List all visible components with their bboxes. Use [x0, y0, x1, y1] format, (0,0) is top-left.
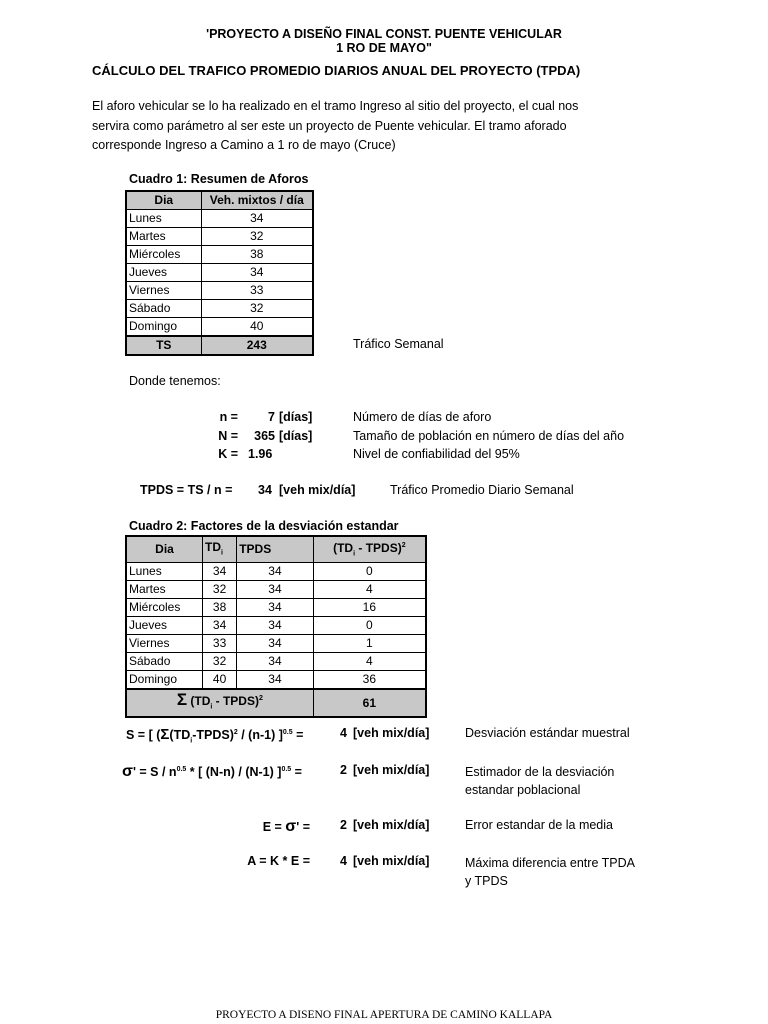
tpds-cell: 34	[237, 671, 314, 690]
total-text: (TD	[187, 694, 211, 709]
value-cell: 33	[201, 282, 313, 300]
table-row	[126, 264, 313, 282]
total-value: 61	[313, 689, 426, 716]
param-unit: [días]	[279, 429, 313, 443]
td-cell: 33	[203, 635, 237, 653]
day-cell: Miércoles	[126, 599, 203, 617]
result-unit: [veh mix/día]	[353, 763, 430, 777]
value-cell: 34	[201, 210, 313, 228]
value-cell: 32	[201, 300, 313, 318]
param-value: 365	[254, 429, 275, 443]
td-cell: 38	[203, 599, 237, 617]
diff-cell: 0	[313, 617, 426, 635]
sigma-symbol: Σ	[176, 690, 188, 710]
result-desc	[465, 854, 635, 890]
tpds-desc: Tráfico Promedio Diario Semanal	[390, 483, 574, 497]
formula-text: / (n-1) ]	[237, 728, 283, 742]
table-total-row	[126, 689, 426, 716]
total-note: Tráfico Semanal	[353, 337, 444, 351]
param-value: 1.96	[248, 447, 273, 461]
section-heading: CÁLCULO DEL TRAFICO PROMEDIO DIARIOS ANUAL DEL PROYECTO (TPDA)	[92, 63, 581, 78]
day-cell: Martes	[126, 228, 201, 246]
param-symbol: K =	[218, 447, 238, 461]
result-unit: [veh mix/día]	[353, 818, 430, 832]
table-row	[126, 581, 426, 599]
table-header-row	[126, 191, 313, 210]
total-superscript: 2	[258, 695, 263, 703]
formula-a: A = K * E =	[247, 854, 310, 868]
day-cell: Lunes	[126, 210, 201, 228]
total-label: TS	[126, 336, 201, 355]
table2-caption: Cuadro 2: Factores de la desviación estandar	[129, 519, 399, 533]
header-text: (TD	[333, 541, 354, 555]
td-cell: 34	[203, 617, 237, 635]
result-desc-line: Máxima diferencia entre TPDA	[465, 856, 635, 870]
total-label	[126, 689, 313, 716]
tpds-formula: TPDS = TS / n =	[140, 483, 233, 497]
table1-caption: Cuadro 1: Resumen de Aforos	[129, 172, 309, 186]
diff-cell: 16	[313, 599, 426, 617]
result-value: 4	[340, 854, 347, 868]
formula-sigma-prime	[122, 763, 302, 781]
tpds-cell: 34	[237, 599, 314, 617]
table-row	[126, 635, 426, 653]
formula-subscript: i	[190, 737, 193, 745]
param-symbol: N =	[218, 429, 238, 443]
table-row	[126, 300, 313, 318]
total-text: - TPDS)	[212, 694, 259, 709]
table-total-row	[126, 336, 313, 355]
table-row	[126, 228, 313, 246]
td-cell: 32	[203, 581, 237, 599]
table-row	[126, 210, 313, 228]
result-desc: Desviación estándar muestral	[465, 726, 630, 740]
day-cell: Jueves	[126, 264, 201, 282]
tpds-value: 34	[258, 483, 272, 497]
param-desc: Nivel de confiabilidad del 95%	[353, 447, 520, 461]
table-row	[126, 671, 426, 690]
document-title-line2: 1 RO DE MAYO"	[336, 41, 432, 55]
td-cell: 34	[203, 563, 237, 581]
formula-text: * [ (N-n) / (N-1) ]	[186, 765, 282, 779]
tpds-cell: 34	[237, 617, 314, 635]
column-header	[313, 536, 426, 563]
result-unit: [veh mix/día]	[353, 726, 430, 740]
total-value: 243	[201, 336, 313, 355]
day-cell: Sábado	[126, 653, 203, 671]
table-row	[126, 318, 313, 337]
table-row	[126, 282, 313, 300]
table-row	[126, 617, 426, 635]
param-desc: Número de días de aforo	[353, 410, 492, 424]
intro-line: servira como parámetro al ser este un proyecto de Puente vehicular. El tramo aforado	[92, 118, 567, 133]
param-value: 7	[268, 410, 275, 424]
day-cell: Martes	[126, 581, 203, 599]
page-footer: PROYECTO A DISENO FINAL APERTURA DE CAMINO KALLAPA	[215, 1009, 553, 1021]
intro-paragraph	[92, 97, 632, 156]
tpds-unit: [veh mix/día]	[279, 483, 356, 497]
aforo-summary-table	[125, 190, 314, 356]
diff-cell: 0	[313, 563, 426, 581]
formula-text: S = [ (	[126, 728, 161, 742]
formula-superscript: 0.5	[282, 728, 293, 736]
sigma-symbol: Σ	[160, 726, 170, 743]
result-unit: [veh mix/día]	[353, 854, 430, 868]
total-subscript: i	[210, 703, 213, 711]
column-header: TPDS	[237, 536, 314, 563]
formula-text: ' = S / n	[132, 765, 177, 779]
day-cell: Miércoles	[126, 246, 201, 264]
value-cell: 38	[201, 246, 313, 264]
result-value: 2	[340, 818, 347, 832]
header-subscript: i	[353, 550, 356, 558]
day-cell: Sábado	[126, 300, 201, 318]
result-value: 2	[340, 763, 347, 777]
result-value: 4	[340, 726, 347, 740]
formula-s	[126, 726, 303, 745]
intro-line: El aforo vehicular se lo ha realizado en el tramo Ingreso al sitio del proyecto, el cual nos	[92, 99, 579, 113]
deviation-factors-table	[125, 535, 427, 718]
column-header: Dia	[126, 536, 203, 563]
formula-superscript: 0.5	[281, 765, 292, 773]
params-intro: Donde tenemos:	[129, 374, 221, 388]
day-cell: Viernes	[126, 635, 203, 653]
result-desc-line: y TPDS	[465, 874, 508, 888]
formula-text: (TD	[169, 728, 191, 742]
formula-superscript: 2	[233, 728, 238, 736]
formula-text: =	[291, 765, 302, 779]
sigma-symbol: σ	[285, 818, 297, 835]
diff-cell: 1	[313, 635, 426, 653]
table-header-row	[126, 536, 426, 563]
result-desc	[465, 763, 614, 799]
diff-cell: 36	[313, 671, 426, 690]
column-header	[203, 536, 237, 563]
day-cell: Lunes	[126, 563, 203, 581]
header-superscript: 2	[401, 542, 406, 549]
formula-text: ' =	[296, 820, 310, 834]
header-subscript: i	[221, 548, 223, 556]
tpds-cell: 34	[237, 653, 314, 671]
day-cell: Jueves	[126, 617, 203, 635]
result-desc: Error estandar de la media	[465, 818, 613, 832]
intro-line: corresponde Ingreso a Camino a 1 ro de mayo (Cruce)	[92, 138, 396, 152]
formula-e	[240, 818, 310, 836]
header-text: TD	[205, 539, 221, 554]
value-cell: 34	[201, 264, 313, 282]
diff-cell: 4	[313, 653, 426, 671]
day-cell: Viernes	[126, 282, 201, 300]
result-desc-line: estandar poblacional	[465, 783, 581, 797]
td-cell: 40	[203, 671, 237, 690]
formula-text: =	[292, 728, 304, 742]
sigma-symbol: σ	[122, 763, 133, 780]
tpds-cell: 34	[237, 581, 314, 599]
param-desc: Tamaño de población en número de días del año	[353, 429, 625, 443]
param-unit: [días]	[279, 410, 313, 424]
tpds-cell: 34	[237, 635, 314, 653]
td-cell: 32	[203, 653, 237, 671]
document-title-line1: 'PROYECTO A DISEÑO FINAL CONST. PUENTE VEHICULAR	[206, 27, 562, 41]
table-row	[126, 563, 426, 581]
table-row	[126, 653, 426, 671]
day-cell: Domingo	[126, 671, 203, 690]
table-row	[126, 599, 426, 617]
param-symbol: n =	[219, 410, 238, 424]
table-row	[126, 246, 313, 264]
formula-text: -TPDS)	[192, 728, 234, 742]
diff-cell: 4	[313, 581, 426, 599]
day-cell: Domingo	[126, 318, 201, 337]
column-header: Dia	[126, 191, 201, 210]
formula-text: E =	[262, 820, 286, 834]
formula-superscript: 0.5	[176, 765, 187, 773]
header-text: - TPDS)	[355, 541, 402, 555]
value-cell: 40	[201, 318, 313, 337]
tpds-cell: 34	[237, 563, 314, 581]
column-header: Veh. mixtos / día	[201, 191, 313, 210]
result-desc-line: Estimador de la desviación	[465, 765, 615, 779]
value-cell: 32	[201, 228, 313, 246]
